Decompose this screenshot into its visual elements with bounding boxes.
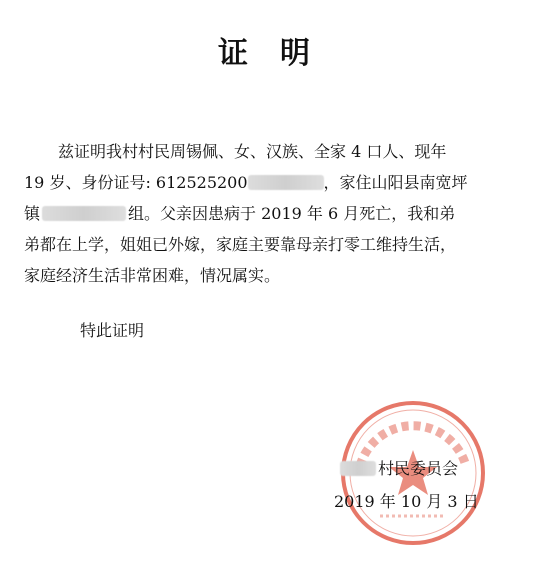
closing-statement: 特此证明 [80,321,145,340]
signature-date: 2019 年 10 月 3 日 [334,492,479,511]
paragraph-line-2 [24,167,516,198]
paragraph-line-5: 家庭经济生活非常困难，情况属实。 [24,266,281,285]
redacted-id-number [248,175,324,190]
paragraph-line-3 [24,198,516,229]
certificate-paragraph [24,136,516,291]
paragraph-line-1: 兹证明我村村民周锡佩、女、汉族、全家 4 口人、现年 [58,142,447,161]
redacted-village-name [340,461,376,476]
residence-text: ，家住山阳县南宽坪 [323,173,468,192]
title-char-2: 明 [280,36,316,71]
document-title [0,28,534,72]
paragraph-line-4: 弟都在上学，姐姐已外嫁，家庭主要靠母亲打零工维持生活， [24,235,457,254]
id-number-prefix: 19 岁、身份证号: 612525200 [24,173,248,192]
committee-name [340,456,458,479]
town-suffix: 镇 [24,204,41,223]
title-char-1: 证 [218,36,254,71]
committee-label: 村民委员会 [378,459,459,478]
redacted-village-group [42,206,126,221]
father-text: 组。父亲因患病于 2019 年 6 月死亡，我和弟 [128,204,456,223]
